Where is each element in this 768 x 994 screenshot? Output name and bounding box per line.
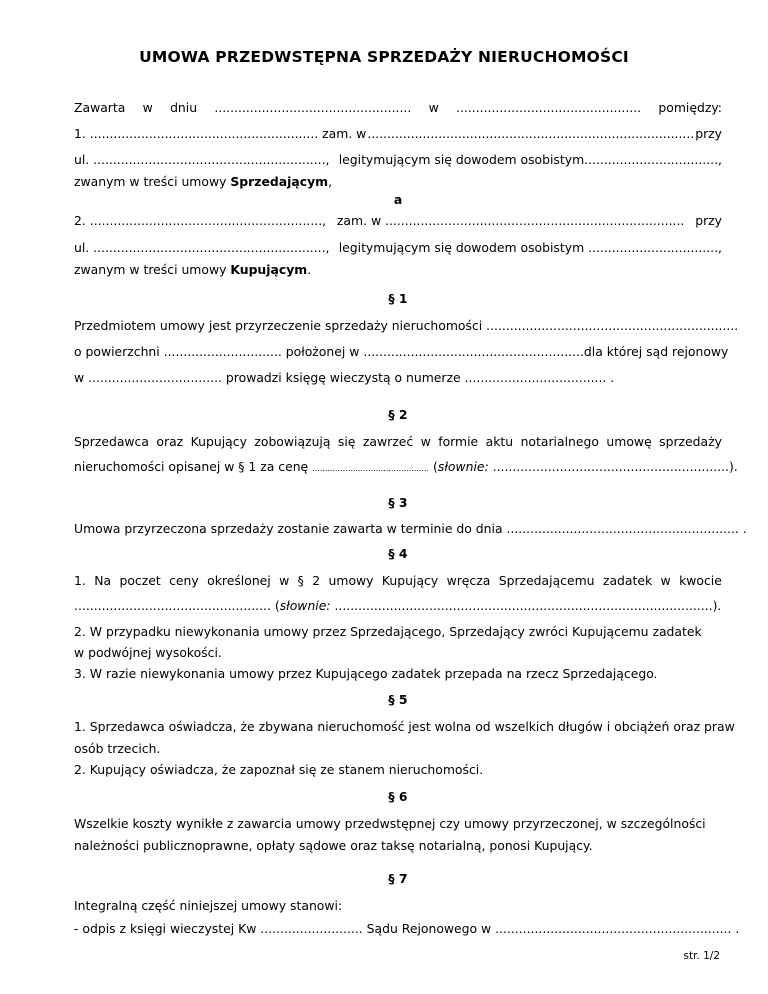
section-4-line (74, 598, 722, 614)
word: poczet (119, 573, 161, 588)
section-6-line: należności publicznoprawne, opłaty sądowe oraz taksę notarialną, ponosi Kupujący. (74, 838, 593, 853)
word: umowy (328, 573, 374, 588)
section-3-line: Umowa przyrzeczona sprzedaży zostanie zawarta w terminie do dnia ........................................................... . (74, 521, 747, 536)
intro-line (74, 100, 722, 116)
party1-line1 (74, 126, 722, 142)
word: notarialnego (520, 434, 599, 449)
party1-line3 (74, 174, 722, 190)
section-3-heading: § 3 (388, 495, 408, 510)
section-6-line: Wszelkie koszty wynikłe z zawarcia umowy przedwstępnej czy umowy przyrzeczonej, w szczególności (74, 816, 706, 831)
party1-id-blank: legitymującym się dowodem osobistym.................................., (338, 152, 722, 167)
word: § (297, 573, 304, 588)
page-number: str. 1/2 (683, 950, 720, 962)
section-4-heading: § 4 (388, 546, 408, 561)
party2-przy: przy (695, 213, 722, 228)
section-1-line: w .................................. prowadzi księgę wieczystą o numerze .................................... . (74, 370, 615, 385)
section-4-line (74, 573, 722, 589)
party1-role: Sprzedającym (230, 174, 329, 189)
section-7-heading: § 7 (388, 871, 408, 886)
party1-przy: przy (695, 126, 722, 141)
place-blank: ............................................... (456, 100, 642, 115)
party1-street-blank: ul. ..........................................................., (74, 152, 330, 167)
word: Kupujący (190, 434, 247, 449)
section-4-line: 2. W przypadku niewykonania umowy przez Sprzedającego, Sprzedający zwróci Kupującemu zadatek (74, 624, 702, 639)
price-text: nieruchomości opisanej w § 1 za cenę (74, 459, 313, 474)
section-1-line (74, 344, 729, 360)
party2-line1 (74, 213, 722, 229)
word: Na (94, 573, 112, 588)
word: aktu (485, 434, 514, 449)
word: oraz (156, 434, 184, 449)
section-2-heading: § 2 (388, 407, 408, 422)
word: formie (438, 434, 479, 449)
party2-line3 (74, 262, 722, 278)
words-label: słownie: (437, 459, 489, 474)
word: Kupujący (381, 573, 439, 588)
word: kwocie (679, 573, 722, 588)
word: ceny (169, 573, 199, 588)
word: wręcza (446, 573, 491, 588)
section-6-heading: § 6 (388, 789, 408, 804)
punct: . (307, 262, 312, 277)
intro-word: Zawarta (74, 100, 126, 115)
words-blank: ................................................................................................). (330, 598, 722, 613)
section-5-line: 1. Sprzedawca oświadcza, że zbywana nieruchomość jest wolna od wszelkich długów i obciążeń oraz praw (74, 719, 735, 734)
word: Sprzedawca (74, 434, 149, 449)
section-4-line: w podwójnej wysokości. (74, 645, 222, 660)
intro-word: w (428, 100, 439, 115)
word: w (660, 573, 671, 588)
section-5-line: 2. Kupujący oświadcza, że zapoznał się ze stanem nieruchomości. (74, 762, 484, 777)
word: w (420, 434, 431, 449)
word: zadatek (602, 573, 653, 588)
intro-word: dniu (170, 100, 198, 115)
party1-address-blank: ................................................................................... (367, 126, 695, 141)
word: określonej (207, 573, 271, 588)
section-1-line: Przedmiotem umowy jest przyrzeczenie sprzedaży nieruchomości ................................................................ (74, 318, 739, 333)
party2-address-blank: zam. w ............................................................................ (336, 213, 685, 228)
punct: , (328, 174, 333, 189)
words-blank: ............................................................). (488, 459, 738, 474)
section-5-line: osób trzecich. (74, 741, 161, 756)
separator-a: a (393, 192, 403, 207)
word: sprzedaży (659, 434, 722, 449)
area-location-text: o powierzchni .............................. położonej w ........................................................ (74, 344, 584, 359)
party1-name-blank: 1. .......................................................... zam. w (74, 126, 367, 141)
word: 1. (74, 573, 86, 588)
party2-line2 (74, 240, 722, 256)
intro-word: w (142, 100, 153, 115)
section-7-line: Integralną część niniejszej umowy stanowi: (74, 898, 343, 913)
section-5-heading: § 5 (388, 692, 408, 707)
party1-line2 (74, 152, 722, 168)
intro-word: pomiędzy: (658, 100, 722, 115)
word: 2 (312, 573, 321, 588)
date-blank: .................................................. (214, 100, 412, 115)
party1-role-text: zwanym w treści umowy (74, 174, 231, 189)
words-label: słownie: (279, 598, 331, 613)
section-4-line: 3. W razie niewykonania umowy przez Kupującego zadatek przepada na rzecz Sprzedającego. (74, 666, 658, 681)
court-text: dla której sąd rejonowy (583, 344, 729, 359)
word: zawrzeć (362, 434, 414, 449)
section-2-line (74, 459, 738, 477)
section-2-line (74, 434, 722, 450)
word: się (337, 434, 356, 449)
section-7-line: - odpis z księgi wieczystej Kw .......................... Sądu Rejonowego w ............................................................ . (74, 921, 740, 936)
party2-street-blank: ul. ..........................................................., (74, 240, 330, 255)
deposit-blank: .................................................. ( (74, 598, 280, 613)
word: w (279, 573, 290, 588)
word: umowę (606, 434, 652, 449)
word: zobowiązują (254, 434, 331, 449)
party2-role-text: zwanym w treści umowy (74, 262, 231, 277)
party2-name-blank: 2. ..........................................................., (74, 213, 327, 228)
word: Sprzedającemu (498, 573, 595, 588)
section-1-heading: § 1 (388, 291, 408, 306)
punct: ( (429, 459, 438, 474)
price-blank: .............................................. (312, 464, 430, 473)
party2-id-blank: legitymującym się dowodem osobistym ................................., (338, 240, 722, 255)
party2-role: Kupującym (230, 262, 308, 277)
document-title: UMOWA PRZEDWSTĘPNA SPRZEDAŻY NIERUCHOMOŚCI (139, 48, 629, 66)
